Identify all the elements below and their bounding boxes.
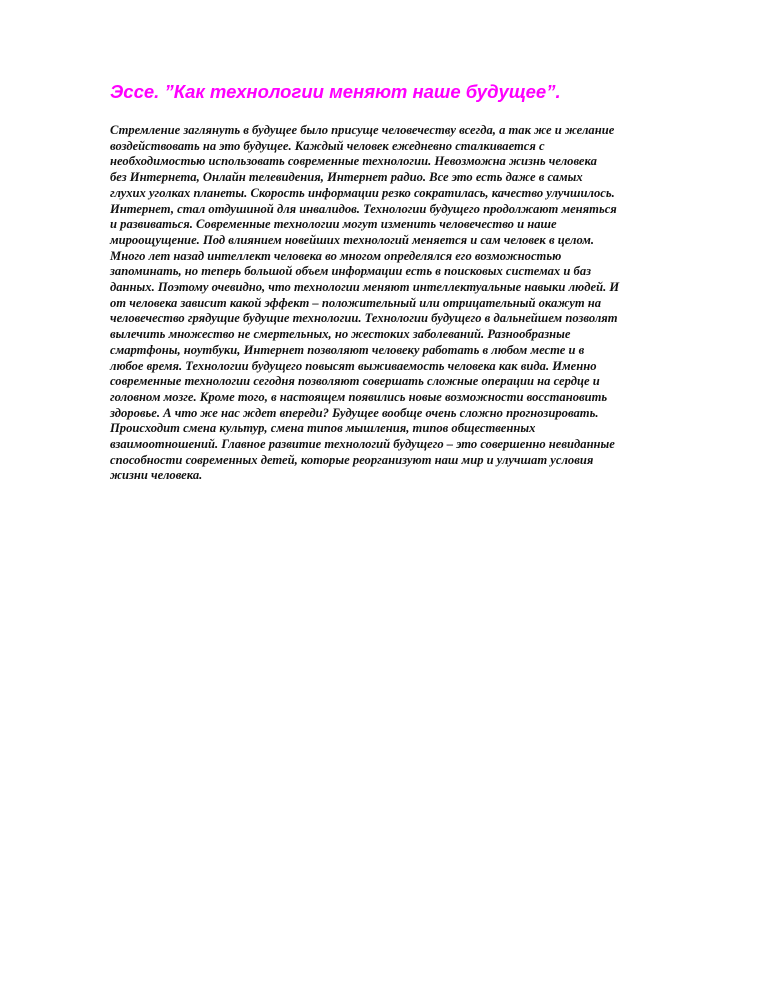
- essay-body: [110, 123, 720, 484]
- essay-title: Эссе. ”Как технологии меняют наше будущее”.: [110, 81, 561, 102]
- essay-line: любое время. Технологии будущего повысят выживаемость человека как вида. Именно: [110, 358, 597, 373]
- essay-line: вылечить множество не смертельных, но жестоких заболеваний. Разнообразные: [110, 327, 571, 342]
- essay-line: данных. Поэтому очевидно, что технологии меняют интеллектуальные навыки людей. И: [110, 280, 620, 295]
- essay-line: и развиваться. Современные технологии могут изменить человечество и наше: [110, 217, 557, 232]
- essay-line: жизни человека.: [110, 468, 203, 483]
- essay-line: Много лет назад интеллект человека во многом определялся его возможностью: [110, 248, 562, 263]
- essay-line: запоминать, но теперь большой объем информации есть в поисковых системах и баз: [110, 264, 592, 279]
- essay-line: мироощущение. Под влиянием новейших технологий меняется и сам человек в целом.: [110, 232, 595, 247]
- essay-line: от человека зависит какой эффект – положительный или отрицательный окажут на: [110, 295, 602, 310]
- essay-line: Стремление заглянуть в будущее было присуще человечеству всегда, а так же и желание: [110, 123, 615, 137]
- essay-line: здоровье. А что же нас ждет впереди? Будущее вообще очень сложно прогнозировать.: [110, 405, 599, 420]
- essay-line: Интернет, стал отдушиной для инвалидов. Технологии будущего продолжают меняться: [110, 201, 617, 216]
- essay-line: человечество грядущие будущие технологии. Технологии будущего в дальнейшем позволят: [110, 311, 618, 326]
- essay-line: без Интернета, Онлайн телевидения, Интернет радио. Все это есть даже в самых: [110, 170, 583, 185]
- essay-line: необходимостью использовать современные технологии. Невозможна жизнь человека: [110, 154, 597, 169]
- essay-line: Происходит смена культур, смена типов мышления, типов общественных: [110, 421, 536, 436]
- essay-line: современные технологии сегодня позволяют совершать сложные операции на сердце и: [110, 374, 600, 389]
- essay-line: взаимоотношений. Главное развитие технологий будущего – это совершенно невиданные: [110, 437, 615, 452]
- essay-line: способности современных детей, которые реорганизуют наш мир и улучшат условия: [110, 452, 594, 467]
- essay-line: воздействовать на это будущее. Каждый человек ежедневно сталкивается с: [110, 138, 545, 153]
- essay-line: смартфоны, ноутбуки, Интернет позволяют человеку работать в любом месте и в: [110, 342, 585, 357]
- essay-line: головном мозге. Кроме того, в настоящем появились новые возможности восстановить: [110, 389, 608, 404]
- essay-line: глухих уголках планеты. Скорость информации резко сократилась, качество улучшилось.: [110, 185, 615, 200]
